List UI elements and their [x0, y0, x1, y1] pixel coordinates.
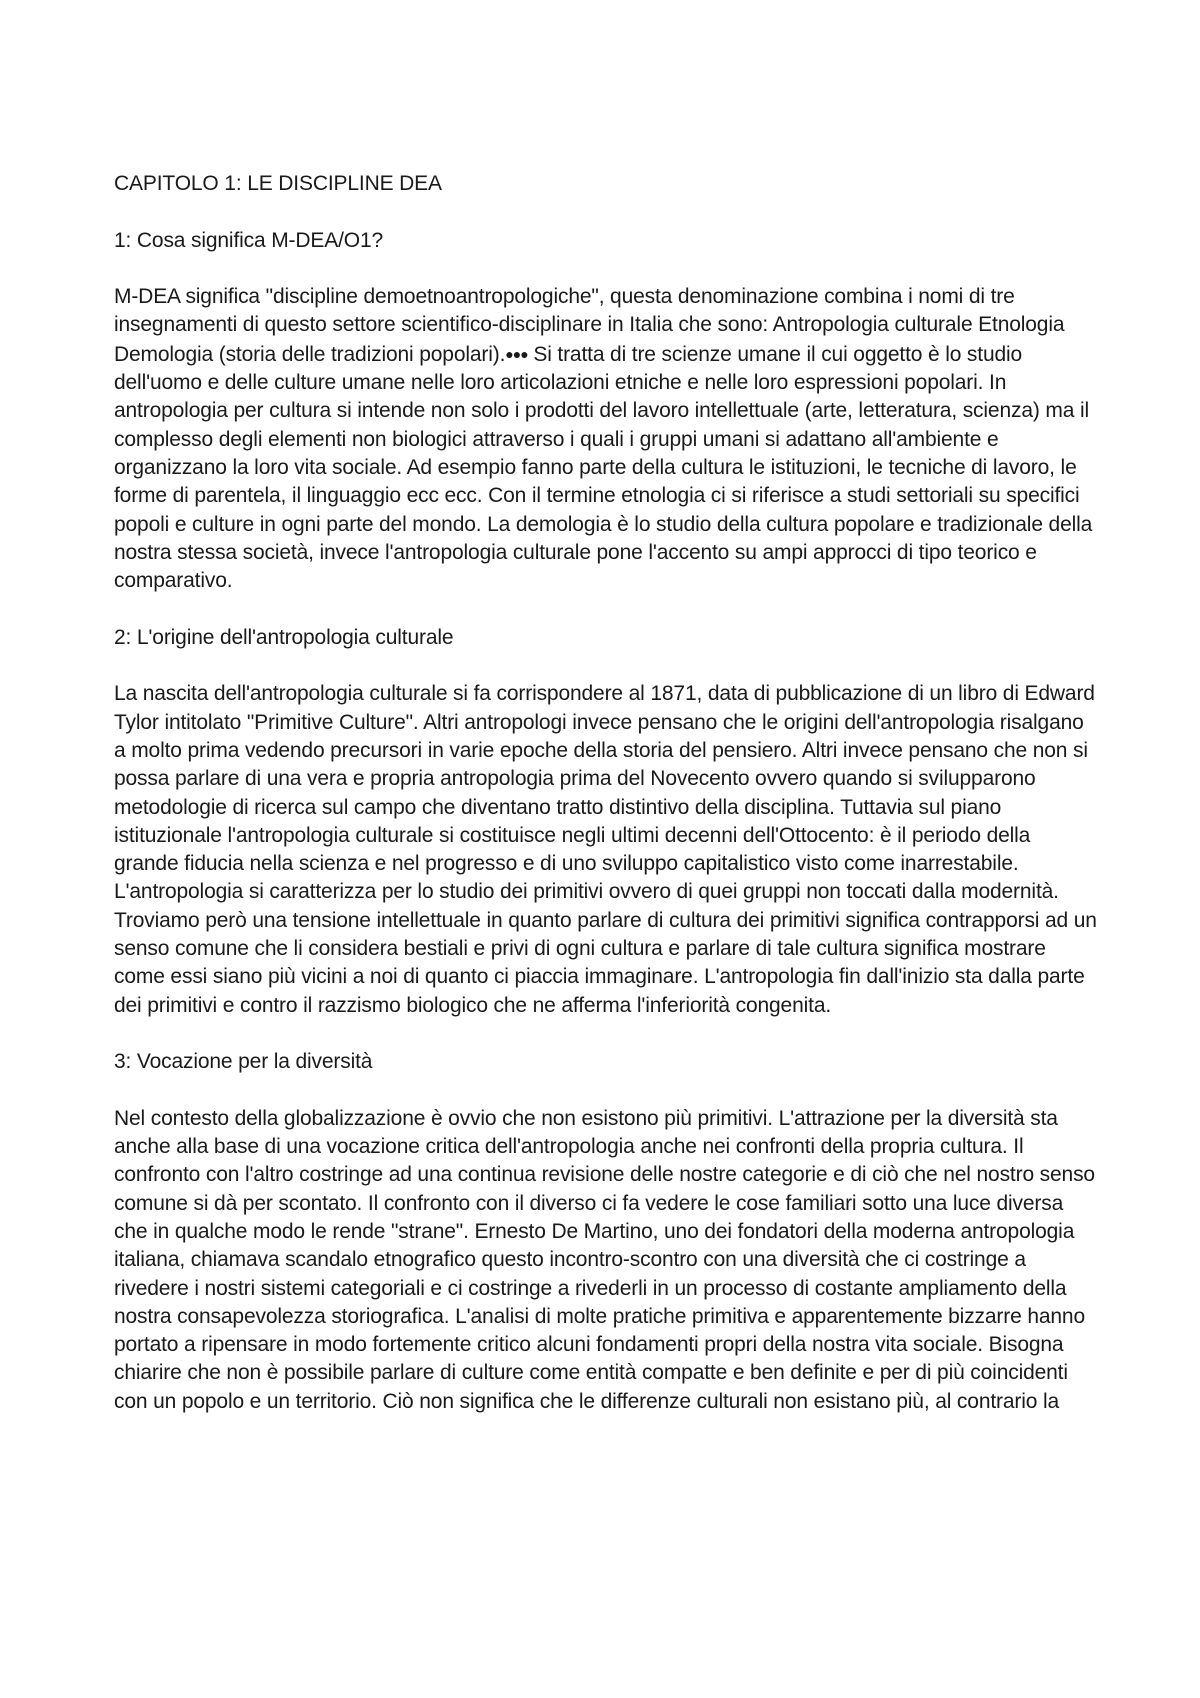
- section-paragraph-1: [114, 283, 1099, 595]
- section-paragraph-2: La nascita dell'antropologia culturale si fa corrispondere al 1871, data di pubblicazione di un libro di Edward Tylor intitolato "Primitive Culture". Altri antropologi invece pensano che le origini dell'antropologia risalgano a molto prima vedendo precursori in varie epoche della storia del pensiero. Altri invece pensano che non si possa parlare di una vera e propria antropologia prima del Novecento ovvero quando si svilupparono metodologie di ricerca sul campo che diventano tratto distintivo della disciplina. Tuttavia sul piano istituzionale l'antropologia culturale si costituisce negli ultimi decenni dell'Ottocento: è il periodo della grande fiducia nella scienza e nel progresso e di uno sviluppo capitalistico visto come inarrestabile. L'antropologia si caratterizza per lo studio dei primitivi ovvero di quei gruppi non toccati dalla modernità. Troviamo però una tensione intellettuale in quanto parlare di cultura dei primitivi significa contrapporsi ad un senso comune che li considera bestiali e privi di ogni cultura e parlare di tale cultura significa mostrare come essi siano più vicini a noi di quanto ci piaccia immaginare. L'antropologia fin dall'inizio sta dalla parte dei primitivi e contro il razzismo biologico che ne afferma l'inferiorità congenita.: [114, 682, 1097, 1017]
- section-heading-2: 2: L'origine dell'antropologia culturale: [114, 625, 454, 649]
- paragraph-text-after-bullets: Si tratta di tre scienze umane il cui oggetto è lo studio dell'uomo e delle culture umane nelle loro articolazioni etniche e nelle loro espressioni popolari. In antropologia per cultura si intende non solo i prodotti del lavoro intellettuale (arte, letteratura, scienza) ma il complesso degli elementi non biologici attraverso i quali i gruppi umani si adattano all'ambiente e organizzano la loro vita sociale. Ad esempio fanno parte della cultura le istituzioni, le tecniche di lavoro, le forme di parentela, il linguaggio ecc ecc. Con il termine etnologia ci si riferisce a studi settoriali su specifici popoli e culture in ogni parte del mondo. La demologia è lo studio della cultura popolare e tradizionale della nostra stessa società, invece l'antropologia culturale pone l'accento su ampi approcci di tipo teorico e comparativo.: [114, 342, 1093, 593]
- bullet-dots: ●●●: [505, 345, 528, 362]
- section-heading-1: 1: Cosa significa M-DEA/O1?: [114, 228, 384, 252]
- paragraph-text-before-bullets: M-DEA significa "discipline demoetnoantropologiche", questa denominazione combina i nomi di tre insegnamenti di questo settore scientifico-disciplinare in Italia che sono: Antropologia culturale Etnologia Demologia (storia delle tradizioni popolari).: [114, 285, 1065, 366]
- section-heading-3: 3: Vocazione per la diversità: [114, 1050, 373, 1074]
- section-paragraph-3: Nel contesto della globalizzazione è ovvio che non esistono più primitivi. L'attrazione per la diversità sta anche alla base di una vocazione critica dell'antropologia anche nei confronti della propria cultura. Il confronto con l'altro costringe ad una continua revisione delle nostre categorie e di ciò che nel nostro senso comune si dà per scontato. Il confronto con il diverso ci fa vedere le cose familiari sotto una luce diversa che in qualche modo le rende "strane". Ernesto De Martino, uno dei fondatori della moderna antropologia italiana, chiamava scandalo etnografico questo incontro-scontro con una diversità che ci costringe a rivedere i nostri sistemi categoriali e ci costringe a rivederli in un processo di costante ampliamento della nostra consapevolezza storiografica. L'analisi di molte pratiche primitiva e apparentemente bizzarre hanno portato a ripensare in modo fortemente critico alcuni fondamenti propri della nostra vita sociale. Bisogna chiarire che non è possibile parlare di culture come entità compatte e ben definite e per di più coincidenti con un popolo e un territorio. Ciò non significa che le differenze culturali non esistano più, al contrario la: [114, 1106, 1095, 1413]
- chapter-title: CAPITOLO 1: LE DISCIPLINE DEA: [114, 172, 442, 195]
- document-page: [114, 170, 1099, 1444]
